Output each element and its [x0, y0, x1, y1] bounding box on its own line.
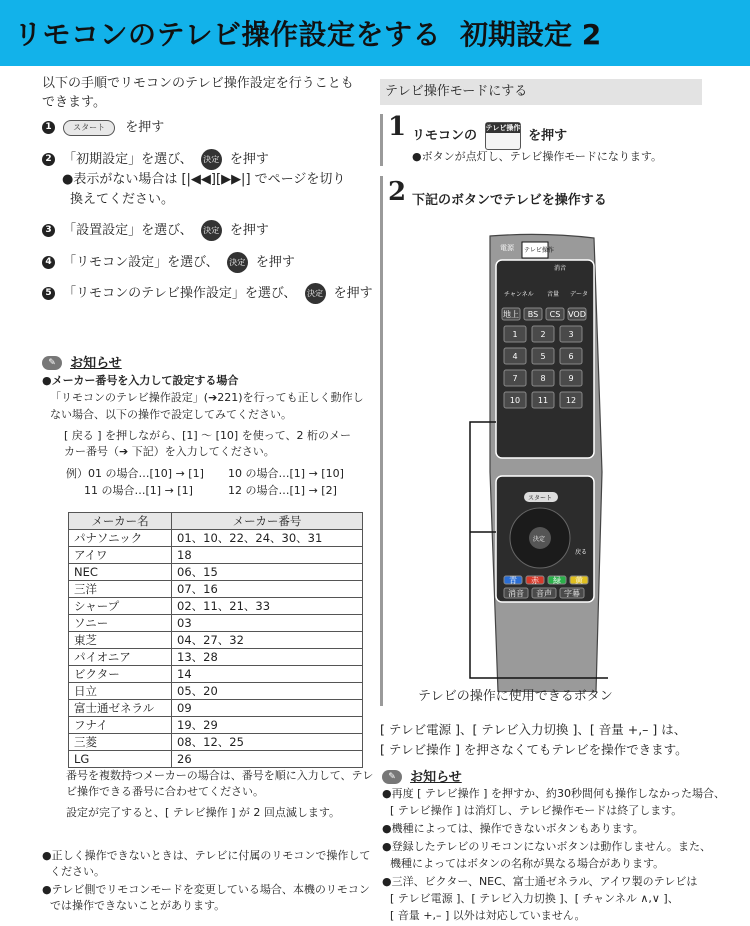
bottom-key-label: 消音	[508, 589, 524, 598]
bottom-key-label: 音声	[536, 589, 552, 598]
bullet-1b: ください。	[50, 865, 105, 878]
table-row	[69, 581, 363, 598]
notice-title: お知らせ	[70, 356, 122, 371]
right-notice-4a: ●三洋、ビクター、NEC、富士通ゼネラル、アイワ製のテレビは	[382, 875, 698, 888]
number-key-label: 8	[540, 374, 546, 383]
right-notice-1a: ●再度 [ テレビ操作 ] を押すか、約30秒間何も操作しなかった場合、	[382, 787, 725, 800]
table-row	[69, 615, 363, 632]
enter-button-icon: 決定	[227, 252, 248, 273]
tv-operate-key-label: テレビ操作	[524, 247, 554, 254]
right-notice-4c: [ 音量 +,– ] 以外は対応していません。	[390, 909, 586, 922]
maker-name-cell: シャープ	[69, 598, 172, 615]
step-2-note-1: ●表示がない場合は [|◀◀][▶▶|] でページを切り	[62, 172, 346, 187]
step-text: 「リモコンのテレビ操作設定」を選び、	[63, 286, 297, 301]
remote-caption: テレビの操作に使用できるボタン	[418, 689, 613, 704]
step-text: 「リモコン設定」を選び、	[63, 255, 219, 270]
maker-name-cell: 三菱	[69, 734, 172, 751]
step-text: を押す	[229, 152, 269, 167]
step-text: を押す	[229, 223, 269, 238]
right-notice-4b: [ テレビ電源 ]、[ テレビ入力切換 ]、[ チャンネル ∧,∨ ]、	[390, 892, 679, 905]
page-title: リモコンのテレビ操作設定をする	[14, 18, 441, 51]
maker-code-cell: 01、10、22、24、30、31	[172, 530, 363, 547]
example-1a: 例）01 の場合…[10] → [1]	[66, 467, 204, 480]
maker-code-cell: 07、16	[172, 581, 363, 598]
right-desc-2: [ テレビ操作 ] を押さなくてもテレビを操作できます。	[380, 742, 688, 757]
enter-button-icon: 決定	[201, 149, 222, 170]
page-header	[0, 0, 750, 66]
number-key-label: 11	[537, 396, 549, 405]
maker-name-cell: NEC	[69, 564, 172, 581]
broadcast-key-label: 地上	[503, 310, 519, 319]
page-subtitle: 初期設定 2	[460, 18, 602, 51]
enter-button-icon: 決定	[201, 220, 222, 241]
table-row	[69, 530, 363, 547]
color-key-label: 緑	[553, 576, 561, 585]
step-number: 3	[42, 224, 55, 237]
maker-name-cell: アイワ	[69, 547, 172, 564]
back-key-label: 戻る	[575, 549, 588, 556]
notice-p2: ない場合、以下の操作で設定してみてください。	[50, 408, 292, 421]
table-row	[69, 564, 363, 581]
data-key-label: データ	[570, 291, 589, 298]
table-row	[69, 649, 363, 666]
maker-code-cell: 09	[172, 700, 363, 717]
volume-key-label: 音量	[547, 291, 560, 298]
step-number: 1	[388, 112, 407, 142]
maker-name-cell: LG	[69, 751, 172, 768]
intro-line-1: 以下の手順でリモコンのテレビ操作設定を行うことも	[42, 76, 354, 91]
right-notice-3a: ●登録したテレビのリモコンにないボタンは動作しません。また、	[382, 840, 712, 853]
maker-name-cell: 富士通ゼネラル	[69, 700, 172, 717]
step-text: を押す	[125, 120, 165, 135]
step-2	[42, 149, 269, 170]
color-key-label: 赤	[531, 576, 539, 585]
column-header-code: メーカー番号	[172, 513, 363, 530]
maker-name-cell: パイオニア	[69, 649, 172, 666]
after-table-3: 設定が完了すると、[ テレビ操作 ] が 2 回点滅します。	[66, 806, 340, 819]
step-number: 1	[42, 121, 55, 134]
maker-name-cell: フナイ	[69, 717, 172, 734]
maker-code-cell: 08、12、25	[172, 734, 363, 751]
maker-code-cell: 05、20	[172, 683, 363, 700]
step-4	[42, 252, 295, 273]
right-step-1	[412, 122, 567, 150]
number-key-label: 7	[512, 374, 518, 383]
right-step-2: 下記のボタンでテレビを操作する	[412, 193, 607, 208]
pencil-icon: ✎	[42, 356, 62, 370]
step-number: 2	[42, 153, 55, 166]
broadcast-key-label: BS	[527, 310, 539, 319]
number-key-label: 6	[568, 352, 574, 361]
maker-name-cell: ソニー	[69, 615, 172, 632]
section-title: テレビ操作モードにする	[385, 84, 528, 99]
maker-name-cell: 三洋	[69, 581, 172, 598]
number-key-label: 1	[512, 330, 518, 339]
broadcast-key-label: VOD	[568, 310, 586, 319]
step-text: を押す	[333, 286, 373, 301]
step-text: を押す	[528, 128, 568, 144]
step-text: を押す	[255, 255, 295, 270]
column-header-maker: メーカー名	[69, 513, 172, 530]
tv-operate-button-icon	[485, 122, 521, 150]
table-row	[69, 734, 363, 751]
right-notice-2: ●機種によっては、操作できないボタンもあります。	[382, 822, 644, 835]
step-number: 4	[42, 256, 55, 269]
channel-key-label: チャンネル	[504, 291, 534, 298]
bullet-1a: ●正しく操作できないときは、テレビに付属のリモコンで操作して	[42, 849, 371, 862]
table-row	[69, 632, 363, 649]
maker-code-cell: 13、28	[172, 649, 363, 666]
example-2a: 11 の場合…[1] → [1]	[84, 484, 193, 497]
right-notice-1b: [ テレビ操作 ] は消灯し、テレビ操作モードは終了します。	[390, 804, 683, 817]
remote-illustration	[412, 232, 608, 692]
color-key-label: 青	[509, 576, 517, 585]
bullet-2a: ●テレビ側でリモコンモードを変更している場合、本機のリモコン	[42, 883, 370, 896]
maker-code-cell: 26	[172, 751, 363, 768]
start-button-icon: スタート	[63, 120, 115, 136]
number-key-label: 5	[540, 352, 546, 361]
maker-code-cell: 03	[172, 615, 363, 632]
maker-name-cell: 日立	[69, 683, 172, 700]
notice-title: お知らせ	[410, 770, 462, 785]
table-row	[69, 666, 363, 683]
right-notice-3b: 機種によってはボタンの名称が異なる場合があります。	[390, 857, 665, 870]
color-key-label: 黄	[575, 576, 583, 585]
step-3	[42, 220, 269, 241]
step-text: 「設置設定」を選び、	[63, 223, 193, 238]
number-key-label: 3	[568, 330, 574, 339]
example-2b: 12 の場合…[1] → [2]	[228, 484, 337, 497]
after-table-2: ビ操作できる番号に合わせてください。	[66, 785, 264, 798]
number-key-label: 12	[565, 396, 577, 405]
notice-heading: ●メーカー番号を入力して設定する場合	[42, 374, 239, 387]
after-table-1: 番号を複数持つメーカーの場合は、番号を順に入力して、テレ	[66, 769, 374, 782]
intro-line-2: できます。	[42, 95, 106, 110]
step-text: 「初期設定」を選び、	[63, 152, 193, 167]
right-notice-header	[382, 766, 462, 785]
enter-key-label: 決定	[533, 536, 546, 543]
table-row	[69, 751, 363, 768]
right-desc-1: [ テレビ電源 ]、[ テレビ入力切換 ]、[ 音量 +,– ] は、	[380, 722, 687, 737]
table-header-row	[69, 513, 363, 530]
table-row	[69, 717, 363, 734]
number-key-label: 10	[509, 396, 521, 405]
maker-code-table	[68, 512, 363, 768]
maker-code-cell: 06、15	[172, 564, 363, 581]
step-5	[42, 283, 373, 304]
step-divider	[380, 114, 383, 166]
bottom-key-label: 字幕	[564, 589, 580, 598]
table-row	[69, 700, 363, 717]
step-number: 2	[388, 177, 407, 207]
table-row	[69, 683, 363, 700]
bottom-keys	[504, 588, 584, 598]
maker-code-cell: 19、29	[172, 717, 363, 734]
maker-code-cell: 04、27、32	[172, 632, 363, 649]
maker-name-cell: ビクター	[69, 666, 172, 683]
maker-code-cell: 02、11、21、33	[172, 598, 363, 615]
maker-name-cell: パナソニック	[69, 530, 172, 547]
maker-code-cell: 14	[172, 666, 363, 683]
number-key-label: 2	[540, 330, 546, 339]
maker-name-cell: 東芝	[69, 632, 172, 649]
pencil-icon: ✎	[382, 770, 402, 784]
power-label: 電源	[500, 244, 514, 252]
table-row	[69, 547, 363, 564]
notice-header	[42, 352, 122, 371]
notice-p3: [ 戻る ] を押しながら、[1] ～ [10] を使って、2 桁のメー	[64, 429, 351, 442]
broadcast-key-label: CS	[549, 310, 561, 319]
start-key-label: スタート	[528, 495, 553, 502]
step-1	[42, 119, 164, 137]
step-number: 5	[42, 287, 55, 300]
maker-code-cell: 18	[172, 547, 363, 564]
step-text: リモコンの	[412, 128, 478, 144]
tv-operate-button-label: テレビ操作	[485, 124, 521, 132]
step-divider	[380, 176, 383, 706]
example-1b: 10 の場合…[1] → [10]	[228, 467, 344, 480]
number-key-label: 9	[568, 374, 574, 383]
enter-button-icon: 決定	[305, 283, 326, 304]
mute-key-label: 消音	[554, 265, 567, 272]
number-key-label: 4	[512, 352, 518, 361]
step-2-note-2: 換えてください。	[70, 192, 175, 207]
right-step-1-note: ●ボタンが点灯し、テレビ操作モードになります。	[412, 150, 663, 163]
bullet-2b: では操作できないことがあります。	[50, 899, 226, 912]
notice-p1: 「リモコンのテレビ操作設定」(➔221)を行っても正しく動作し	[50, 391, 364, 404]
notice-p4: カー番号（➔ 下記）を入力してください。	[64, 445, 275, 458]
table-row	[69, 598, 363, 615]
